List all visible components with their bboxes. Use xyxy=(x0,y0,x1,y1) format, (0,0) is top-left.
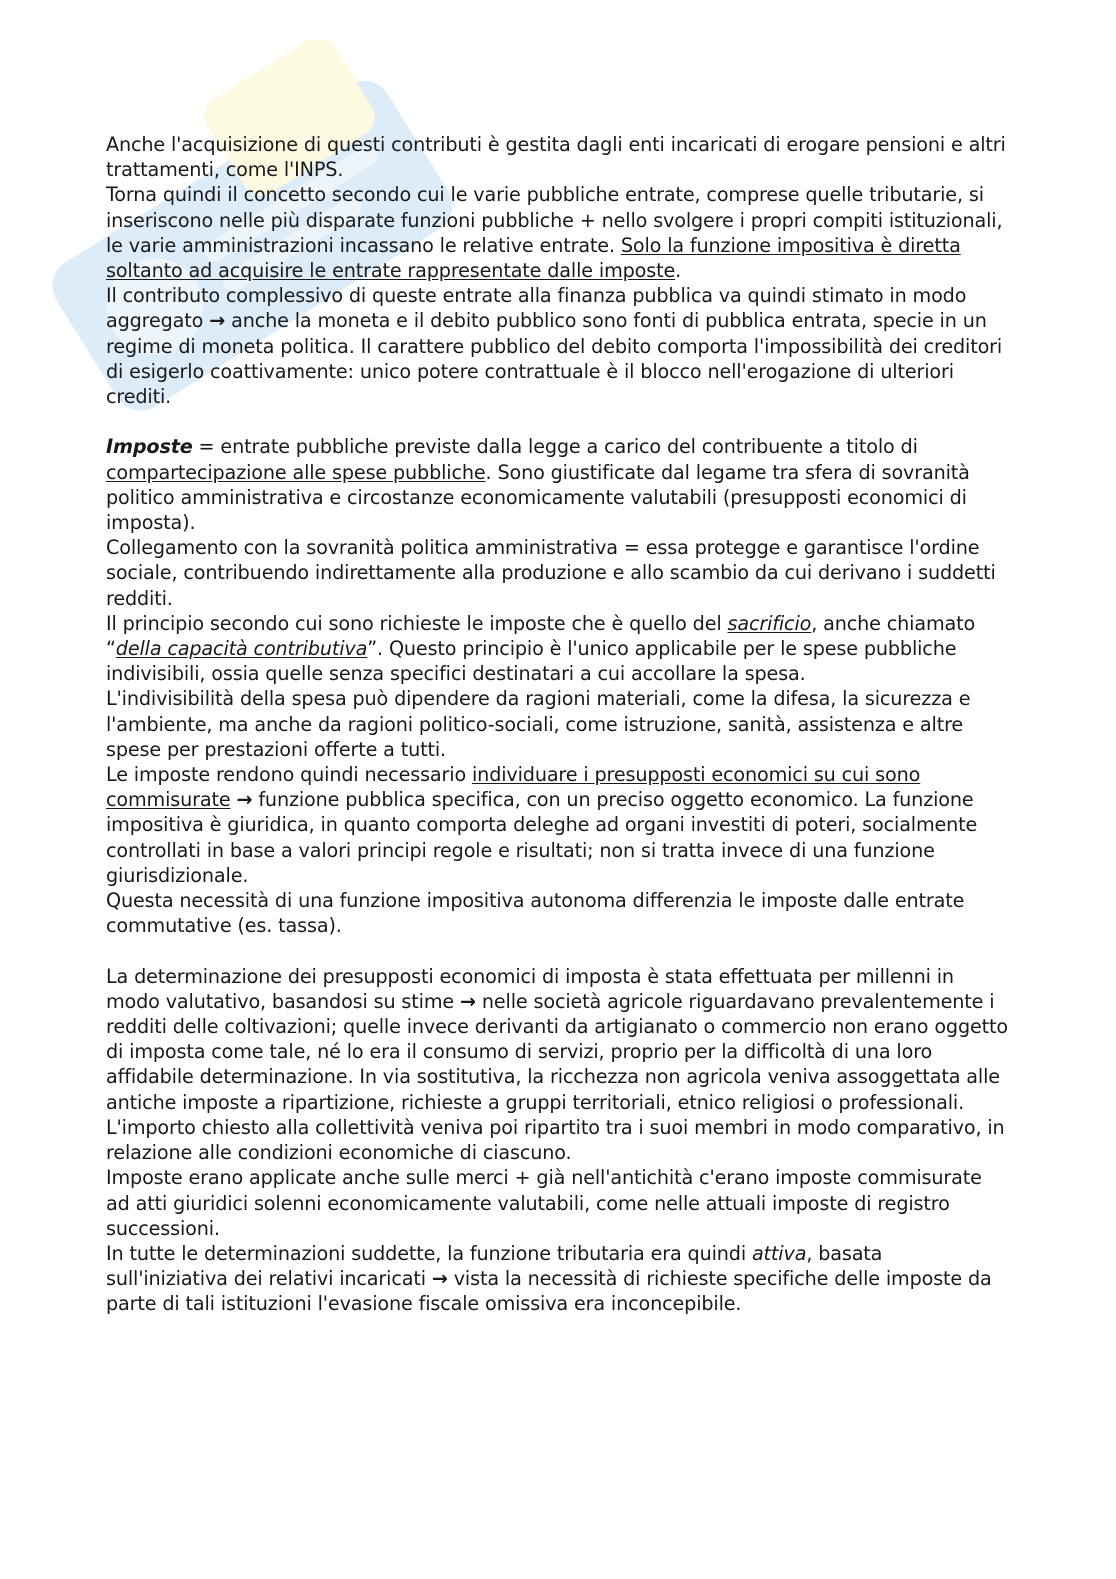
paragraph-presupposti-economici: Le imposte rendono quindi necessario individuare i presupposti economici su cui sono commisurate → funzione pubblica specifica, con un preciso oggetto economico. La funzione impositiva è giuridica, in quanto comporta deleghe ad organi investiti di poteri, socialmente controllati in base a valori principi regole e risultati; non si tratta invece di una funzione giurisdizionale. xyxy=(106,763,978,887)
paragraph-inps: Anche l'acquisizione di questi contributi è gestita dagli enti incaricati di erogare pensioni e altri trattamenti, come l'INPS. xyxy=(106,133,1006,182)
paragraph-funzione-autonoma: Questa necessità di una funzione impositiva autonoma differenzia le imposte dalle entrate commutative (es. tassa). xyxy=(106,889,965,938)
underlined-text: sacrificio xyxy=(727,611,812,635)
paragraph-contributo-complessivo: Il contributo complessivo di queste entrate alla finanza pubblica va quindi stimato in modo aggregato → anche la moneta e il debito pubblico sono fonti di pubblica entrata, specie in un regime di moneta politica. Il carattere pubblico del debito comporta l'impossibilità dei creditori di esigerlo coattivamente: unico potere contrattuale è il blocco nell'erogazione di ulteriori crediti. xyxy=(106,284,1003,409)
paragraph-entrate-tributarie: Torna quindi il concetto secondo cui le varie pubbliche entrate, comprese quelle tributarie, si inseriscono nelle più disparate funzioni pubbliche + nello svolgere i propri compiti istituzionali, le varie amministrazioni incassano le relative entrate. Solo la funzione impositiva è diretta soltanto ad acquisire le entrate rappresentate dalle imposte. xyxy=(106,183,1003,283)
paragraph-funzione-attiva: In tutte le determinazioni suddette, la funzione tributaria era quindi attiva, basata sull'iniziativa dei relativi incaricati → vista la necessità di richieste specifiche delle imposte da parte di tali istituzioni l'evasione fiscale omissiva era inconcepibile. xyxy=(106,1241,992,1316)
arrow-right-icon: → xyxy=(459,989,476,1013)
paragraph-principio-sacrificio: Il principio secondo cui sono richieste le imposte che è quello del sacrificio, anche chiamato “della capacità contributiva”. Questo principio è l'unico applicabile per le spese pubbliche indivisibili, ossia quelle senza specifici destinatari a cui accollare la spesa. xyxy=(106,611,976,686)
italic-text: attiva xyxy=(751,1241,807,1265)
paragraph-imposte-definition: Imposte = entrate pubbliche previste dalla legge a carico del contribuente a titolo di compartecipazione alle spese pubbliche. Sono giustificate dal legame tra sfera di sovranità politico amministrativa e circostanze economicamente valutabili (presupposti economici di imposta). xyxy=(106,435,970,535)
paragraph-spacer xyxy=(106,409,1008,434)
paragraph-determinazione: La determinazione dei presupposti economici di imposta è stata effettuata per millenni in modo valutativo, basandosi su stime → nelle società agricole riguardavano prevalentemente i redditi delle coltivazioni; quelle invece derivanti da artigianato o commercio non erano oggetto di imposta come tale, né lo era il consumo di servizi, proprio per la difficoltà di una loro affidabile determinazione. In via sostitutiva, la ricchezza non agricola veniva assoggettata alle antiche imposte a ripartizione, richieste a gruppi territoriali, etnico religiosi o professionali. xyxy=(106,964,1008,1114)
underlined-text: individuare i presupposti economici su cui sono commisurate xyxy=(106,763,921,812)
paragraph-indivisibilita: L'indivisibilità della spesa può dipendere da ragioni materiali, come la difesa, la sicurezza e l'ambiente, ma anche da ragioni politico-sociali, come istruzione, sanità, assistenza e altre spese per prestazioni offerte a tutti. xyxy=(106,687,971,761)
underlined-text: Solo la funzione impositiva è diretta soltanto ad acquisire le entrate rappresentate dalle imposte xyxy=(106,233,961,283)
term-imposte: Imposte xyxy=(106,435,193,459)
arrow-right-icon: → xyxy=(236,788,253,812)
arrow-right-icon: → xyxy=(209,309,226,333)
paragraph-merci: Imposte erano applicate anche sulle merci + già nell'antichità c'erano imposte commisurate ad atti giuridici solenni economicamente valutabili, come nelle attuali imposte di registro successioni. xyxy=(106,1166,982,1240)
arrow-right-icon: → xyxy=(431,1267,448,1291)
paragraph-sovranita: Collegamento con la sovranità politica amministrativa = essa protegge e garantisce l'ordine sociale, contribuendo indirettamente alla produzione e allo scambio da cui derivano i suddetti redditi. xyxy=(106,536,996,610)
underlined-text: compartecipazione alle spese pubbliche xyxy=(106,460,486,484)
paragraph-importo: L'importo chiesto alla collettività veniva poi ripartito tra i suoi membri in modo comparativo, in relazione alle condizioni economiche di ciascuno. xyxy=(106,1115,1005,1165)
document-body xyxy=(106,132,1008,1317)
underlined-text: della capacità contributiva xyxy=(115,637,368,661)
paragraph-spacer xyxy=(106,938,1008,963)
